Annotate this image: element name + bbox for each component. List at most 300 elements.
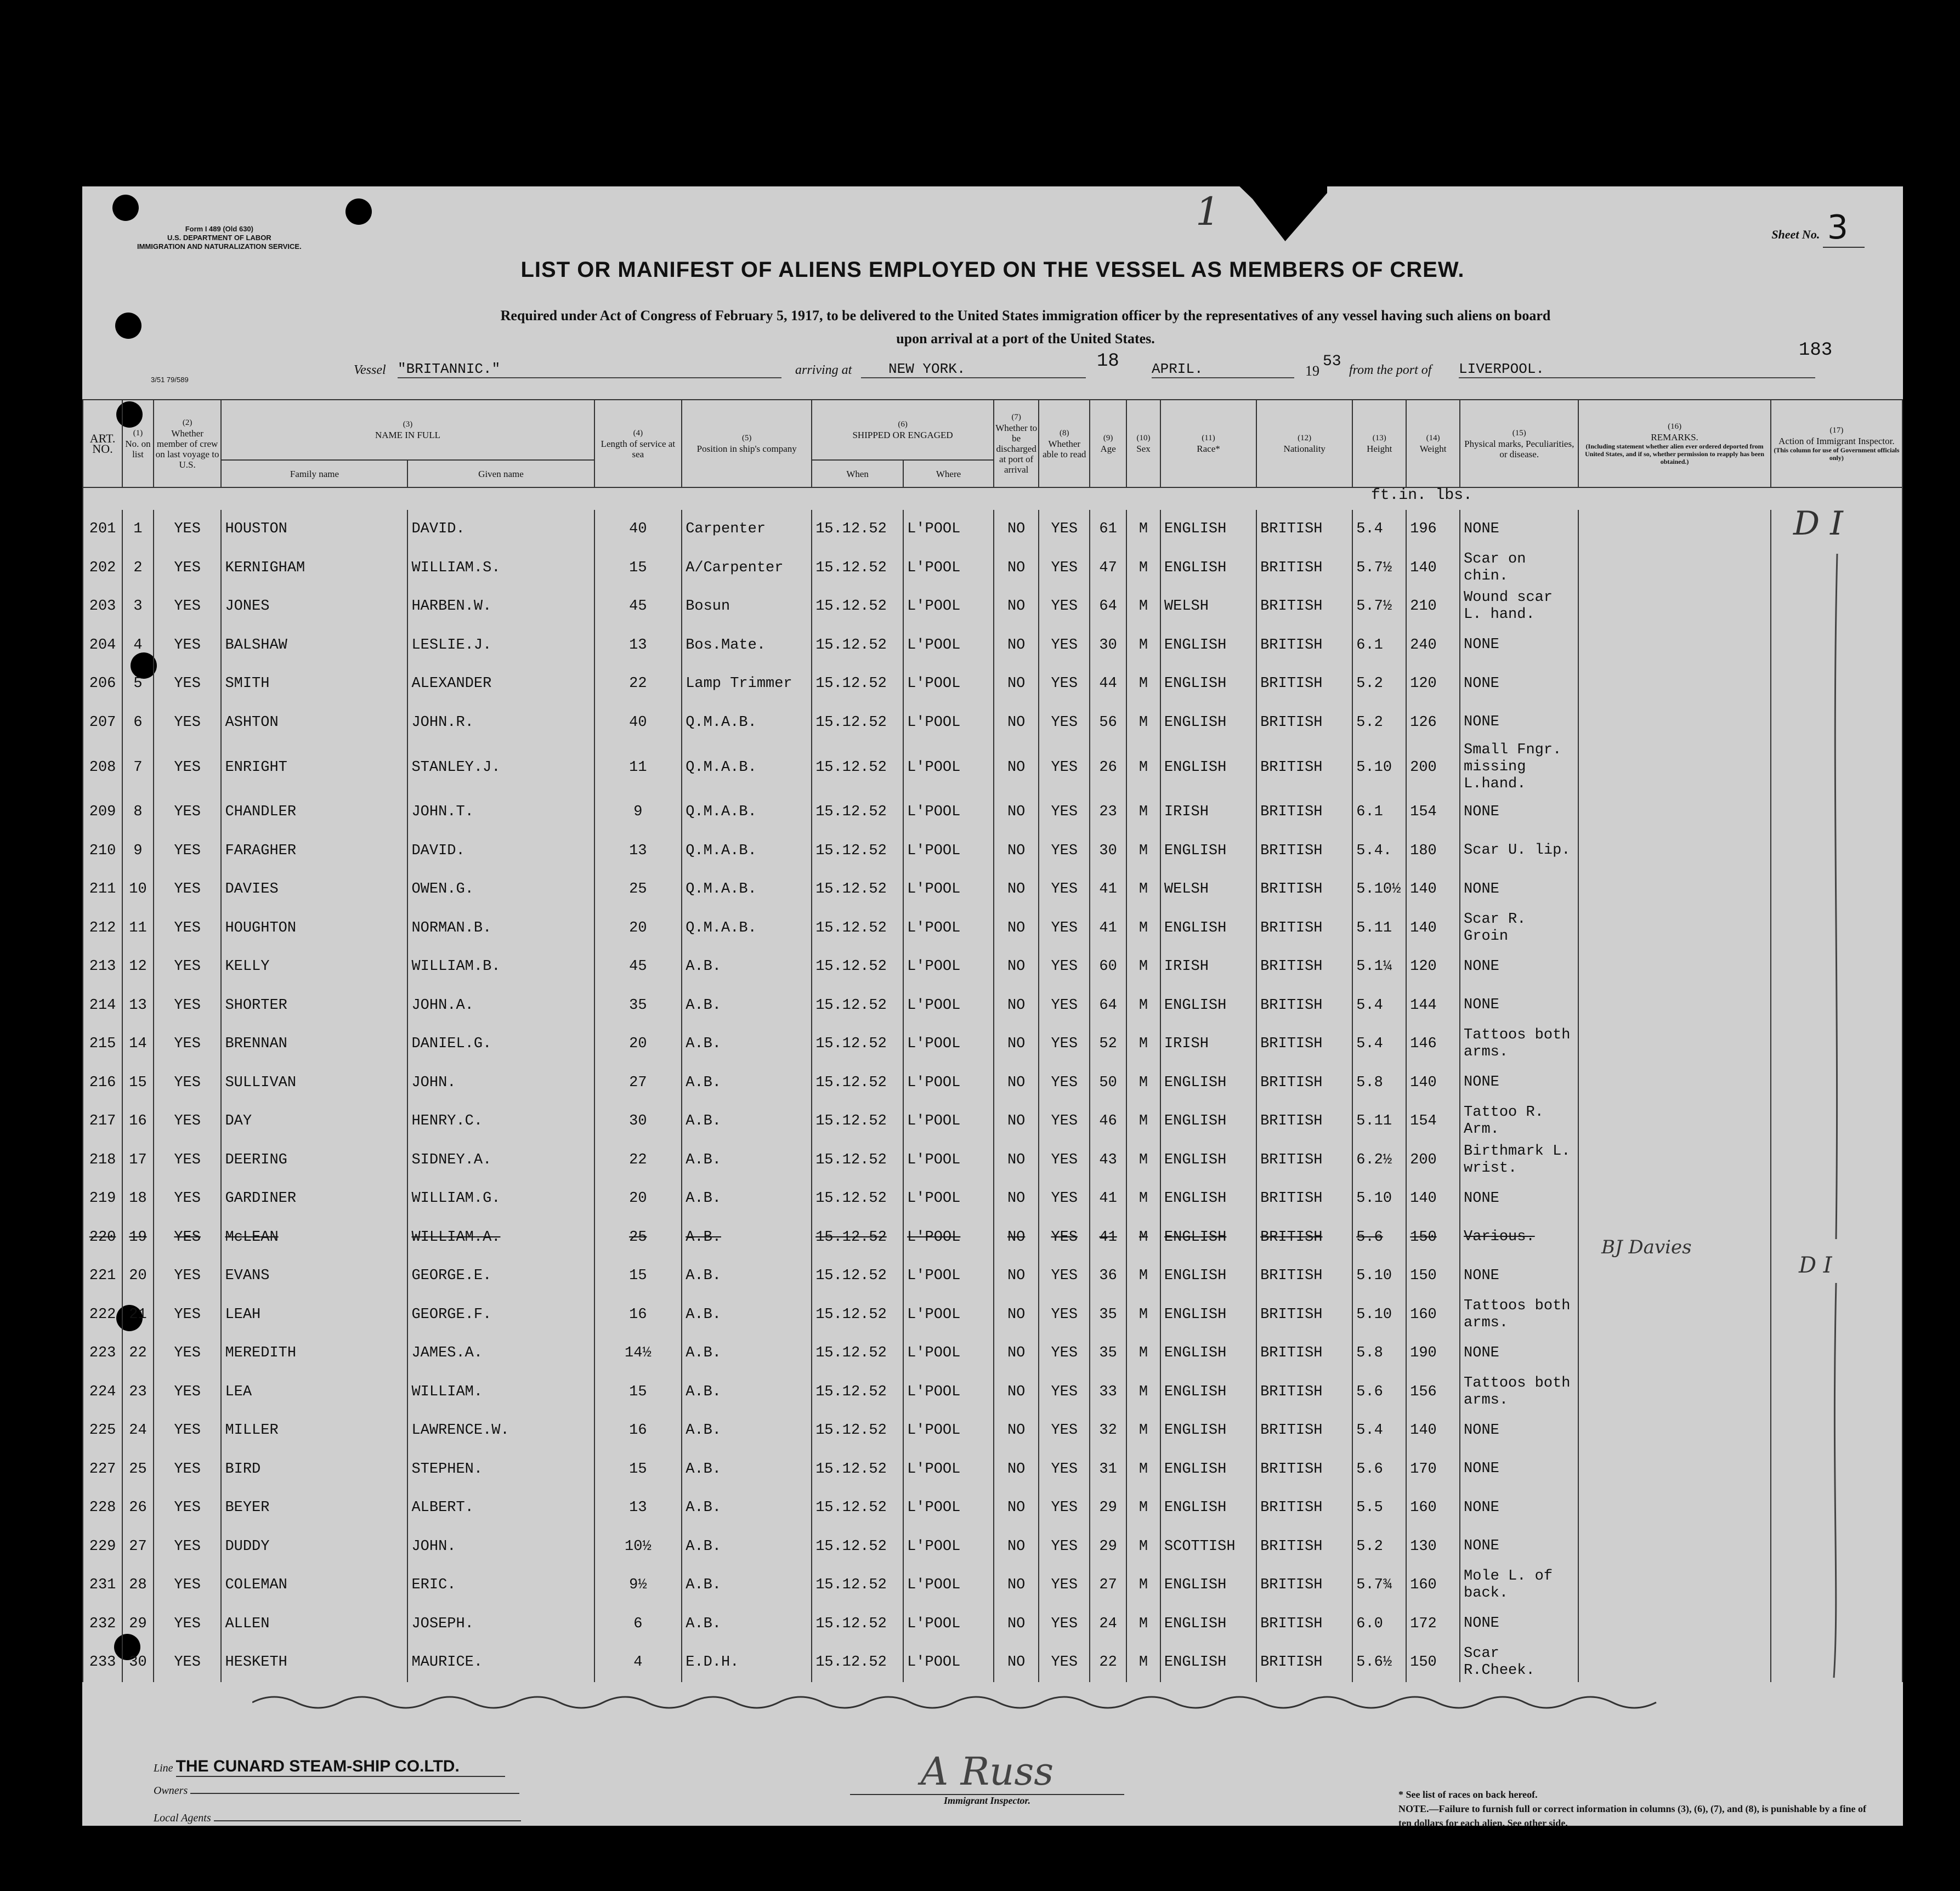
race-cell: ENGLISH xyxy=(1160,742,1256,793)
weight-cell: 180 xyxy=(1406,832,1460,871)
shipped-when-cell: 15.12.52 xyxy=(812,703,903,742)
nationality-cell: BRITISH xyxy=(1256,1257,1352,1296)
sex-cell: M xyxy=(1126,1102,1160,1141)
family-name-cell: FARAGHER xyxy=(221,832,407,871)
position-cell: Q.M.A.B. xyxy=(682,909,812,948)
art-number-cell: 229 xyxy=(83,1527,122,1566)
given-name-cell: DAVID. xyxy=(407,510,594,549)
nationality-cell: BRITISH xyxy=(1256,870,1352,909)
col-number: (16) xyxy=(1668,422,1682,431)
col-number: (14) xyxy=(1426,434,1440,442)
shipped-when-cell: 15.12.52 xyxy=(812,1450,903,1489)
service-length-cell: 20 xyxy=(594,1025,682,1064)
last-voyage-cell: YES xyxy=(154,1257,222,1296)
given-name-cell: WILLIAM.B. xyxy=(407,947,594,986)
weight-cell: 200 xyxy=(1406,742,1460,793)
service-length-cell: 22 xyxy=(594,1141,682,1180)
height-cell: 6.0 xyxy=(1352,1605,1406,1644)
arriving-label: arriving at xyxy=(795,363,852,377)
discharged-cell: NO xyxy=(994,703,1039,742)
shipped-where-cell: L'POOL xyxy=(903,742,994,793)
art-number-cell: 201 xyxy=(83,510,122,549)
weight-cell: 190 xyxy=(1406,1334,1460,1373)
race-cell: ENGLISH xyxy=(1160,1102,1256,1141)
remarks-signature: BJ Davies xyxy=(1601,1236,1692,1258)
table-row xyxy=(83,703,1902,742)
last-voyage-cell: YES xyxy=(154,742,222,793)
service-length-cell: 9½ xyxy=(594,1566,682,1605)
family-name-cell: COLEMAN xyxy=(221,1566,407,1605)
shipped-where-cell: L'POOL xyxy=(903,665,994,703)
remarks-cell xyxy=(1578,1373,1770,1412)
col-number: (7) xyxy=(1011,413,1021,422)
able-to-read-cell: YES xyxy=(1039,510,1090,549)
sheet-number-value: 3 xyxy=(1823,208,1865,248)
table-row xyxy=(83,1605,1902,1644)
position-cell: A.B. xyxy=(682,1605,812,1644)
shipped-where-cell: L'POOL xyxy=(903,587,994,626)
sex-cell: M xyxy=(1126,626,1160,665)
weight-cell: 200 xyxy=(1406,1141,1460,1180)
art-number-cell: 216 xyxy=(83,1064,122,1103)
family-name-cell: SULLIVAN xyxy=(221,1064,407,1103)
race-cell: ENGLISH xyxy=(1160,1218,1256,1257)
table-row xyxy=(83,1257,1902,1296)
nationality-cell: BRITISH xyxy=(1256,1064,1352,1103)
given-name-cell: ALBERT. xyxy=(407,1489,594,1527)
weight-cell: 210 xyxy=(1406,587,1460,626)
remarks-cell xyxy=(1578,1566,1770,1605)
list-number-cell: 25 xyxy=(122,1450,154,1489)
physical-marks-cell: Mole L. of back. xyxy=(1460,1566,1578,1605)
shipped-when-cell: 15.12.52 xyxy=(812,1605,903,1644)
discharged-cell: NO xyxy=(994,1064,1039,1103)
physical-marks-cell: Tattoos both arms. xyxy=(1460,1025,1578,1064)
shipped-when-cell: 15.12.52 xyxy=(812,947,903,986)
list-number-cell: 12 xyxy=(122,947,154,986)
col-label: No. on list xyxy=(125,438,151,459)
height-cell: 5.2 xyxy=(1352,665,1406,703)
nationality-cell: BRITISH xyxy=(1256,1643,1352,1682)
discharged-cell: NO xyxy=(994,1257,1039,1296)
physical-marks-cell: NONE xyxy=(1460,1179,1578,1218)
able-to-read-cell: YES xyxy=(1039,1257,1090,1296)
col-label: NAME IN FULL xyxy=(375,430,440,440)
arrival-month: APRIL. xyxy=(1152,361,1294,378)
remarks-cell xyxy=(1578,742,1770,793)
position-cell: A.B. xyxy=(682,1025,812,1064)
able-to-read-cell: YES xyxy=(1039,549,1090,588)
arrival-day: 18 xyxy=(1097,351,1119,372)
able-to-read-cell: YES xyxy=(1039,742,1090,793)
shipped-when-cell: 15.12.52 xyxy=(812,587,903,626)
service-length-cell: 45 xyxy=(594,587,682,626)
physical-marks-cell: Scar U. lip. xyxy=(1460,832,1578,871)
table-row xyxy=(83,1296,1902,1335)
weight-cell: 140 xyxy=(1406,870,1460,909)
service-length-cell: 13 xyxy=(594,626,682,665)
physical-marks-cell: Scar R.Cheek. xyxy=(1460,1643,1578,1682)
age-cell: 46 xyxy=(1090,1102,1126,1141)
discharged-cell: NO xyxy=(994,1179,1039,1218)
shipped-where-cell: L'POOL xyxy=(903,1489,994,1527)
position-cell: A.B. xyxy=(682,986,812,1025)
list-number-cell: 11 xyxy=(122,909,154,948)
col-note: (Including statement whether alien ever ordered deported from United States, and if so, whether permission to reapply has been obtained.) xyxy=(1585,442,1765,465)
given-name-cell: WILLIAM.G. xyxy=(407,1179,594,1218)
service-length-cell: 9 xyxy=(594,793,682,832)
shipped-where-cell: L'POOL xyxy=(903,1411,994,1450)
last-voyage-cell: YES xyxy=(154,909,222,948)
remarks-cell xyxy=(1578,1411,1770,1450)
able-to-read-cell: YES xyxy=(1039,1025,1090,1064)
nationality-cell: BRITISH xyxy=(1256,626,1352,665)
remarks-cell xyxy=(1578,665,1770,703)
corner-mark: 1 xyxy=(1196,189,1220,234)
given-name-cell: WILLIAM.S. xyxy=(407,549,594,588)
art-number-cell: 204 xyxy=(83,626,122,665)
col-number: (11) xyxy=(1202,434,1215,442)
table-row xyxy=(83,1450,1902,1489)
sex-cell: M xyxy=(1126,1450,1160,1489)
discharged-cell: NO xyxy=(994,793,1039,832)
table-row xyxy=(83,947,1902,986)
list-number-cell: 27 xyxy=(122,1527,154,1566)
shipped-where-cell: L'POOL xyxy=(903,1296,994,1335)
page-title: LIST OR MANIFEST OF ALIENS EMPLOYED ON THE VESSEL AS MEMBERS OF CREW. xyxy=(520,258,1465,282)
shipped-when-cell: 15.12.52 xyxy=(812,1296,903,1335)
service-length-cell: 40 xyxy=(594,510,682,549)
col-number: (10) xyxy=(1136,434,1151,442)
position-cell: A.B. xyxy=(682,1411,812,1450)
subtitle-line-1: Required under Act of Congress of February 5, 1917, to be delivered to the United States immigration officer by the representatives of any vessel having such aliens on board xyxy=(500,308,1551,323)
race-cell: IRISH xyxy=(1160,1025,1256,1064)
table-row xyxy=(83,549,1902,588)
family-name-cell: LEAH xyxy=(221,1296,407,1335)
race-cell: ENGLISH xyxy=(1160,1373,1256,1412)
sheet-number xyxy=(1771,208,1865,247)
height-cell: 5.4 xyxy=(1352,1411,1406,1450)
weight-cell: 120 xyxy=(1406,665,1460,703)
shipped-when-cell: 15.12.52 xyxy=(812,1373,903,1412)
height-cell: 5.10 xyxy=(1352,1179,1406,1218)
race-cell: ENGLISH xyxy=(1160,1257,1256,1296)
discharged-cell: NO xyxy=(994,1025,1039,1064)
shipped-when-cell: 15.12.52 xyxy=(812,1643,903,1682)
physical-marks-cell: Tattoos both arms. xyxy=(1460,1373,1578,1412)
shipped-where-cell: L'POOL xyxy=(903,1373,994,1412)
last-voyage-cell: YES xyxy=(154,832,222,871)
inspector-initials: D I xyxy=(1799,1253,1832,1278)
sex-cell: M xyxy=(1126,1411,1160,1450)
able-to-read-cell: YES xyxy=(1039,1605,1090,1644)
able-to-read-cell: YES xyxy=(1039,1218,1090,1257)
given-name-cell: STANLEY.J. xyxy=(407,742,594,793)
table-row xyxy=(83,1064,1902,1103)
remarks-cell xyxy=(1578,549,1770,588)
physical-marks-cell: Small Fngr. missing L.hand. xyxy=(1460,742,1578,793)
nationality-cell: BRITISH xyxy=(1256,793,1352,832)
shipped-where-cell: L'POOL xyxy=(903,1064,994,1103)
shipped-when-cell: 15.12.52 xyxy=(812,1141,903,1180)
age-cell: 22 xyxy=(1090,1643,1126,1682)
able-to-read-cell: YES xyxy=(1039,1450,1090,1489)
physical-marks-cell: NONE xyxy=(1460,1489,1578,1527)
able-to-read-cell: YES xyxy=(1039,909,1090,948)
col-number: (3) xyxy=(403,420,413,429)
discharged-cell: NO xyxy=(994,1566,1039,1605)
height-cell: 6.2½ xyxy=(1352,1141,1406,1180)
given-name-cell: JOHN. xyxy=(407,1527,594,1566)
weight-cell: 160 xyxy=(1406,1489,1460,1527)
col-shipped xyxy=(812,400,994,460)
discharged-cell: NO xyxy=(994,986,1039,1025)
nationality-cell: BRITISH xyxy=(1256,742,1352,793)
weight-cell: 140 xyxy=(1406,1064,1460,1103)
list-number-cell: 29 xyxy=(122,1605,154,1644)
sex-cell: M xyxy=(1126,1605,1160,1644)
age-cell: 26 xyxy=(1090,742,1126,793)
from-label: from the port of xyxy=(1349,363,1432,377)
shipped-where-cell: L'POOL xyxy=(903,1527,994,1566)
position-cell: Bosun xyxy=(682,587,812,626)
sex-cell: M xyxy=(1126,1025,1160,1064)
race-cell: WELSH xyxy=(1160,587,1256,626)
family-name-cell: SHORTER xyxy=(221,986,407,1025)
list-number-cell: 7 xyxy=(122,742,154,793)
list-number-cell: 8 xyxy=(122,793,154,832)
age-cell: 61 xyxy=(1090,510,1126,549)
remarks-cell xyxy=(1578,947,1770,986)
height-cell: 5.2 xyxy=(1352,1527,1406,1566)
nationality-cell: BRITISH xyxy=(1256,1025,1352,1064)
col-number: (9) xyxy=(1103,434,1113,442)
position-cell: A.B. xyxy=(682,1064,812,1103)
owners-row xyxy=(154,1785,519,1797)
table-row xyxy=(83,1025,1902,1064)
service-length-cell: 22 xyxy=(594,665,682,703)
race-cell: ENGLISH xyxy=(1160,626,1256,665)
col-number: (1) xyxy=(133,428,143,438)
position-cell: A.B. xyxy=(682,1334,812,1373)
able-to-read-cell: YES xyxy=(1039,986,1090,1025)
col-label: SHIPPED OR ENGAGED xyxy=(852,430,953,440)
list-number-cell: 4 xyxy=(122,626,154,665)
physical-marks-cell: Various. xyxy=(1460,1218,1578,1257)
sex-cell: M xyxy=(1126,1257,1160,1296)
list-number-cell: 15 xyxy=(122,1064,154,1103)
position-cell: Carpenter xyxy=(682,510,812,549)
col-label: Action of Immigrant Inspector. xyxy=(1778,436,1895,446)
given-name-cell: LAWRENCE.W. xyxy=(407,1411,594,1450)
sex-cell: M xyxy=(1126,1527,1160,1566)
shipped-when-cell: 15.12.52 xyxy=(812,1257,903,1296)
agents-label: Local Agents xyxy=(154,1812,211,1824)
sex-cell: M xyxy=(1126,1218,1160,1257)
weight-cell: 140 xyxy=(1406,909,1460,948)
nationality-cell: BRITISH xyxy=(1256,1141,1352,1180)
col-able-to-read xyxy=(1039,400,1090,487)
service-length-cell: 15 xyxy=(594,549,682,588)
race-cell: ENGLISH xyxy=(1160,832,1256,871)
inspector-signature: A Russ xyxy=(850,1749,1124,1795)
shipped-where-cell: L'POOL xyxy=(903,1102,994,1141)
list-number-cell: 18 xyxy=(122,1179,154,1218)
remarks-cell xyxy=(1578,1064,1770,1103)
last-voyage-cell: YES xyxy=(154,1218,222,1257)
discharged-cell: NO xyxy=(994,1334,1039,1373)
family-name-cell: KERNIGHAM xyxy=(221,549,407,588)
page-subtitle xyxy=(313,304,1738,350)
able-to-read-cell: YES xyxy=(1039,1334,1090,1373)
shipped-when-cell: 15.12.52 xyxy=(812,1179,903,1218)
list-number-cell: 6 xyxy=(122,703,154,742)
weight-cell: 126 xyxy=(1406,703,1460,742)
sex-cell: M xyxy=(1126,1489,1160,1527)
list-number-cell: 1 xyxy=(122,510,154,549)
shipped-when-cell: 15.12.52 xyxy=(812,793,903,832)
discharged-cell: NO xyxy=(994,1489,1039,1527)
height-cell: 5.10 xyxy=(1352,1296,1406,1335)
sex-cell: M xyxy=(1126,510,1160,549)
col-number: (15) xyxy=(1512,428,1526,438)
shipped-when-cell: 15.12.52 xyxy=(812,832,903,871)
list-number-cell: 28 xyxy=(122,1566,154,1605)
year-suffix: 53 xyxy=(1323,353,1341,370)
race-cell: SCOTTISH xyxy=(1160,1527,1256,1566)
age-cell: 52 xyxy=(1090,1025,1126,1064)
col-label: REMARKS. xyxy=(1651,432,1698,442)
shipped-when-cell: 15.12.52 xyxy=(812,909,903,948)
race-cell: ENGLISH xyxy=(1160,1334,1256,1373)
nationality-cell: BRITISH xyxy=(1256,1179,1352,1218)
position-cell: A.B. xyxy=(682,1373,812,1412)
sex-cell: M xyxy=(1126,549,1160,588)
list-number-cell: 21 xyxy=(122,1296,154,1335)
art-number-cell: 222 xyxy=(83,1296,122,1335)
nationality-cell: BRITISH xyxy=(1256,1373,1352,1412)
shipped-where-cell: L'POOL xyxy=(903,1257,994,1296)
weight-cell: 140 xyxy=(1406,1411,1460,1450)
service-length-cell: 6 xyxy=(594,1605,682,1644)
shipped-when-cell: 15.12.52 xyxy=(812,510,903,549)
weight-cell: 170 xyxy=(1406,1450,1460,1489)
col-number: (13) xyxy=(1372,434,1386,442)
art-number-cell: 232 xyxy=(83,1605,122,1644)
shipped-where-cell: L'POOL xyxy=(903,986,994,1025)
position-cell: Q.M.A.B. xyxy=(682,832,812,871)
list-number-cell: 10 xyxy=(122,870,154,909)
family-name-cell: DEERING xyxy=(221,1141,407,1180)
height-cell: 5.10 xyxy=(1352,1257,1406,1296)
discharged-cell: NO xyxy=(994,549,1039,588)
table-row xyxy=(83,742,1902,793)
nationality-cell: BRITISH xyxy=(1256,1334,1352,1373)
discharged-cell: NO xyxy=(994,1102,1039,1141)
able-to-read-cell: YES xyxy=(1039,1566,1090,1605)
shipped-where-cell: L'POOL xyxy=(903,703,994,742)
given-name-cell: JOSEPH. xyxy=(407,1605,594,1644)
nationality-cell: BRITISH xyxy=(1256,1218,1352,1257)
position-cell: A/Carpenter xyxy=(682,549,812,588)
family-name-cell: EVANS xyxy=(221,1257,407,1296)
table-row xyxy=(83,626,1902,665)
able-to-read-cell: YES xyxy=(1039,626,1090,665)
weight-cell: 154 xyxy=(1406,1102,1460,1141)
sex-cell: M xyxy=(1126,1373,1160,1412)
art-number-cell: 220 xyxy=(83,1218,122,1257)
height-cell: 5.6½ xyxy=(1352,1643,1406,1682)
position-cell: A.B. xyxy=(682,1566,812,1605)
art-number-cell: 213 xyxy=(83,947,122,986)
given-name-cell: DAVID. xyxy=(407,832,594,871)
year-prefix: 19 xyxy=(1305,363,1319,379)
arriving-port: NEW YORK. xyxy=(861,361,1086,378)
sex-cell: M xyxy=(1126,1643,1160,1682)
age-cell: 29 xyxy=(1090,1527,1126,1566)
shipped-where-cell: L'POOL xyxy=(903,1141,994,1180)
position-cell: Q.M.A.B. xyxy=(682,742,812,793)
family-name-cell: McLEAN xyxy=(221,1218,407,1257)
age-cell: 32 xyxy=(1090,1411,1126,1450)
able-to-read-cell: YES xyxy=(1039,832,1090,871)
discharged-cell: NO xyxy=(994,909,1039,948)
family-name-cell: JONES xyxy=(221,587,407,626)
shipped-when-cell: 15.12.52 xyxy=(812,870,903,909)
remarks-cell xyxy=(1578,1179,1770,1218)
weight-cell: 140 xyxy=(1406,549,1460,588)
height-cell: 5.4 xyxy=(1352,510,1406,549)
race-cell: ENGLISH xyxy=(1160,1605,1256,1644)
physical-marks-cell: Birthmark L. wrist. xyxy=(1460,1141,1578,1180)
physical-marks-cell: NONE xyxy=(1460,1334,1578,1373)
age-cell: 30 xyxy=(1090,626,1126,665)
list-number-cell: 14 xyxy=(122,1025,154,1064)
col-given-name: Given name xyxy=(407,460,594,487)
last-voyage-cell: YES xyxy=(154,1527,222,1566)
family-name-cell: DAVIES xyxy=(221,870,407,909)
family-name-cell: BRENNAN xyxy=(221,1025,407,1064)
col-shipped-where: Where xyxy=(903,460,994,487)
table-row xyxy=(83,1411,1902,1450)
physical-marks-cell: NONE xyxy=(1460,703,1578,742)
sex-cell: M xyxy=(1126,1296,1160,1335)
nationality-cell: BRITISH xyxy=(1256,947,1352,986)
list-number-cell: 2 xyxy=(122,549,154,588)
shipped-when-cell: 15.12.52 xyxy=(812,549,903,588)
service-length-cell: 30 xyxy=(594,1102,682,1141)
races-note: * See list of races on back hereof. xyxy=(1398,1789,1538,1800)
service-length-cell: 20 xyxy=(594,909,682,948)
service-length-cell: 13 xyxy=(594,832,682,871)
weight-cell: 172 xyxy=(1406,1605,1460,1644)
last-voyage-cell: YES xyxy=(154,1450,222,1489)
col-weight xyxy=(1406,400,1460,487)
last-voyage-cell: YES xyxy=(154,1643,222,1682)
nationality-cell: BRITISH xyxy=(1256,1489,1352,1527)
race-cell: IRISH xyxy=(1160,793,1256,832)
shipped-when-cell: 15.12.52 xyxy=(812,1218,903,1257)
list-number-cell: 5 xyxy=(122,665,154,703)
sex-cell: M xyxy=(1126,742,1160,793)
table-row xyxy=(83,1334,1902,1373)
height-cell: 5.6 xyxy=(1352,1218,1406,1257)
age-cell: 29 xyxy=(1090,1489,1126,1527)
able-to-read-cell: YES xyxy=(1039,1141,1090,1180)
remarks-cell xyxy=(1578,986,1770,1025)
age-cell: 44 xyxy=(1090,665,1126,703)
sex-cell: M xyxy=(1126,587,1160,626)
